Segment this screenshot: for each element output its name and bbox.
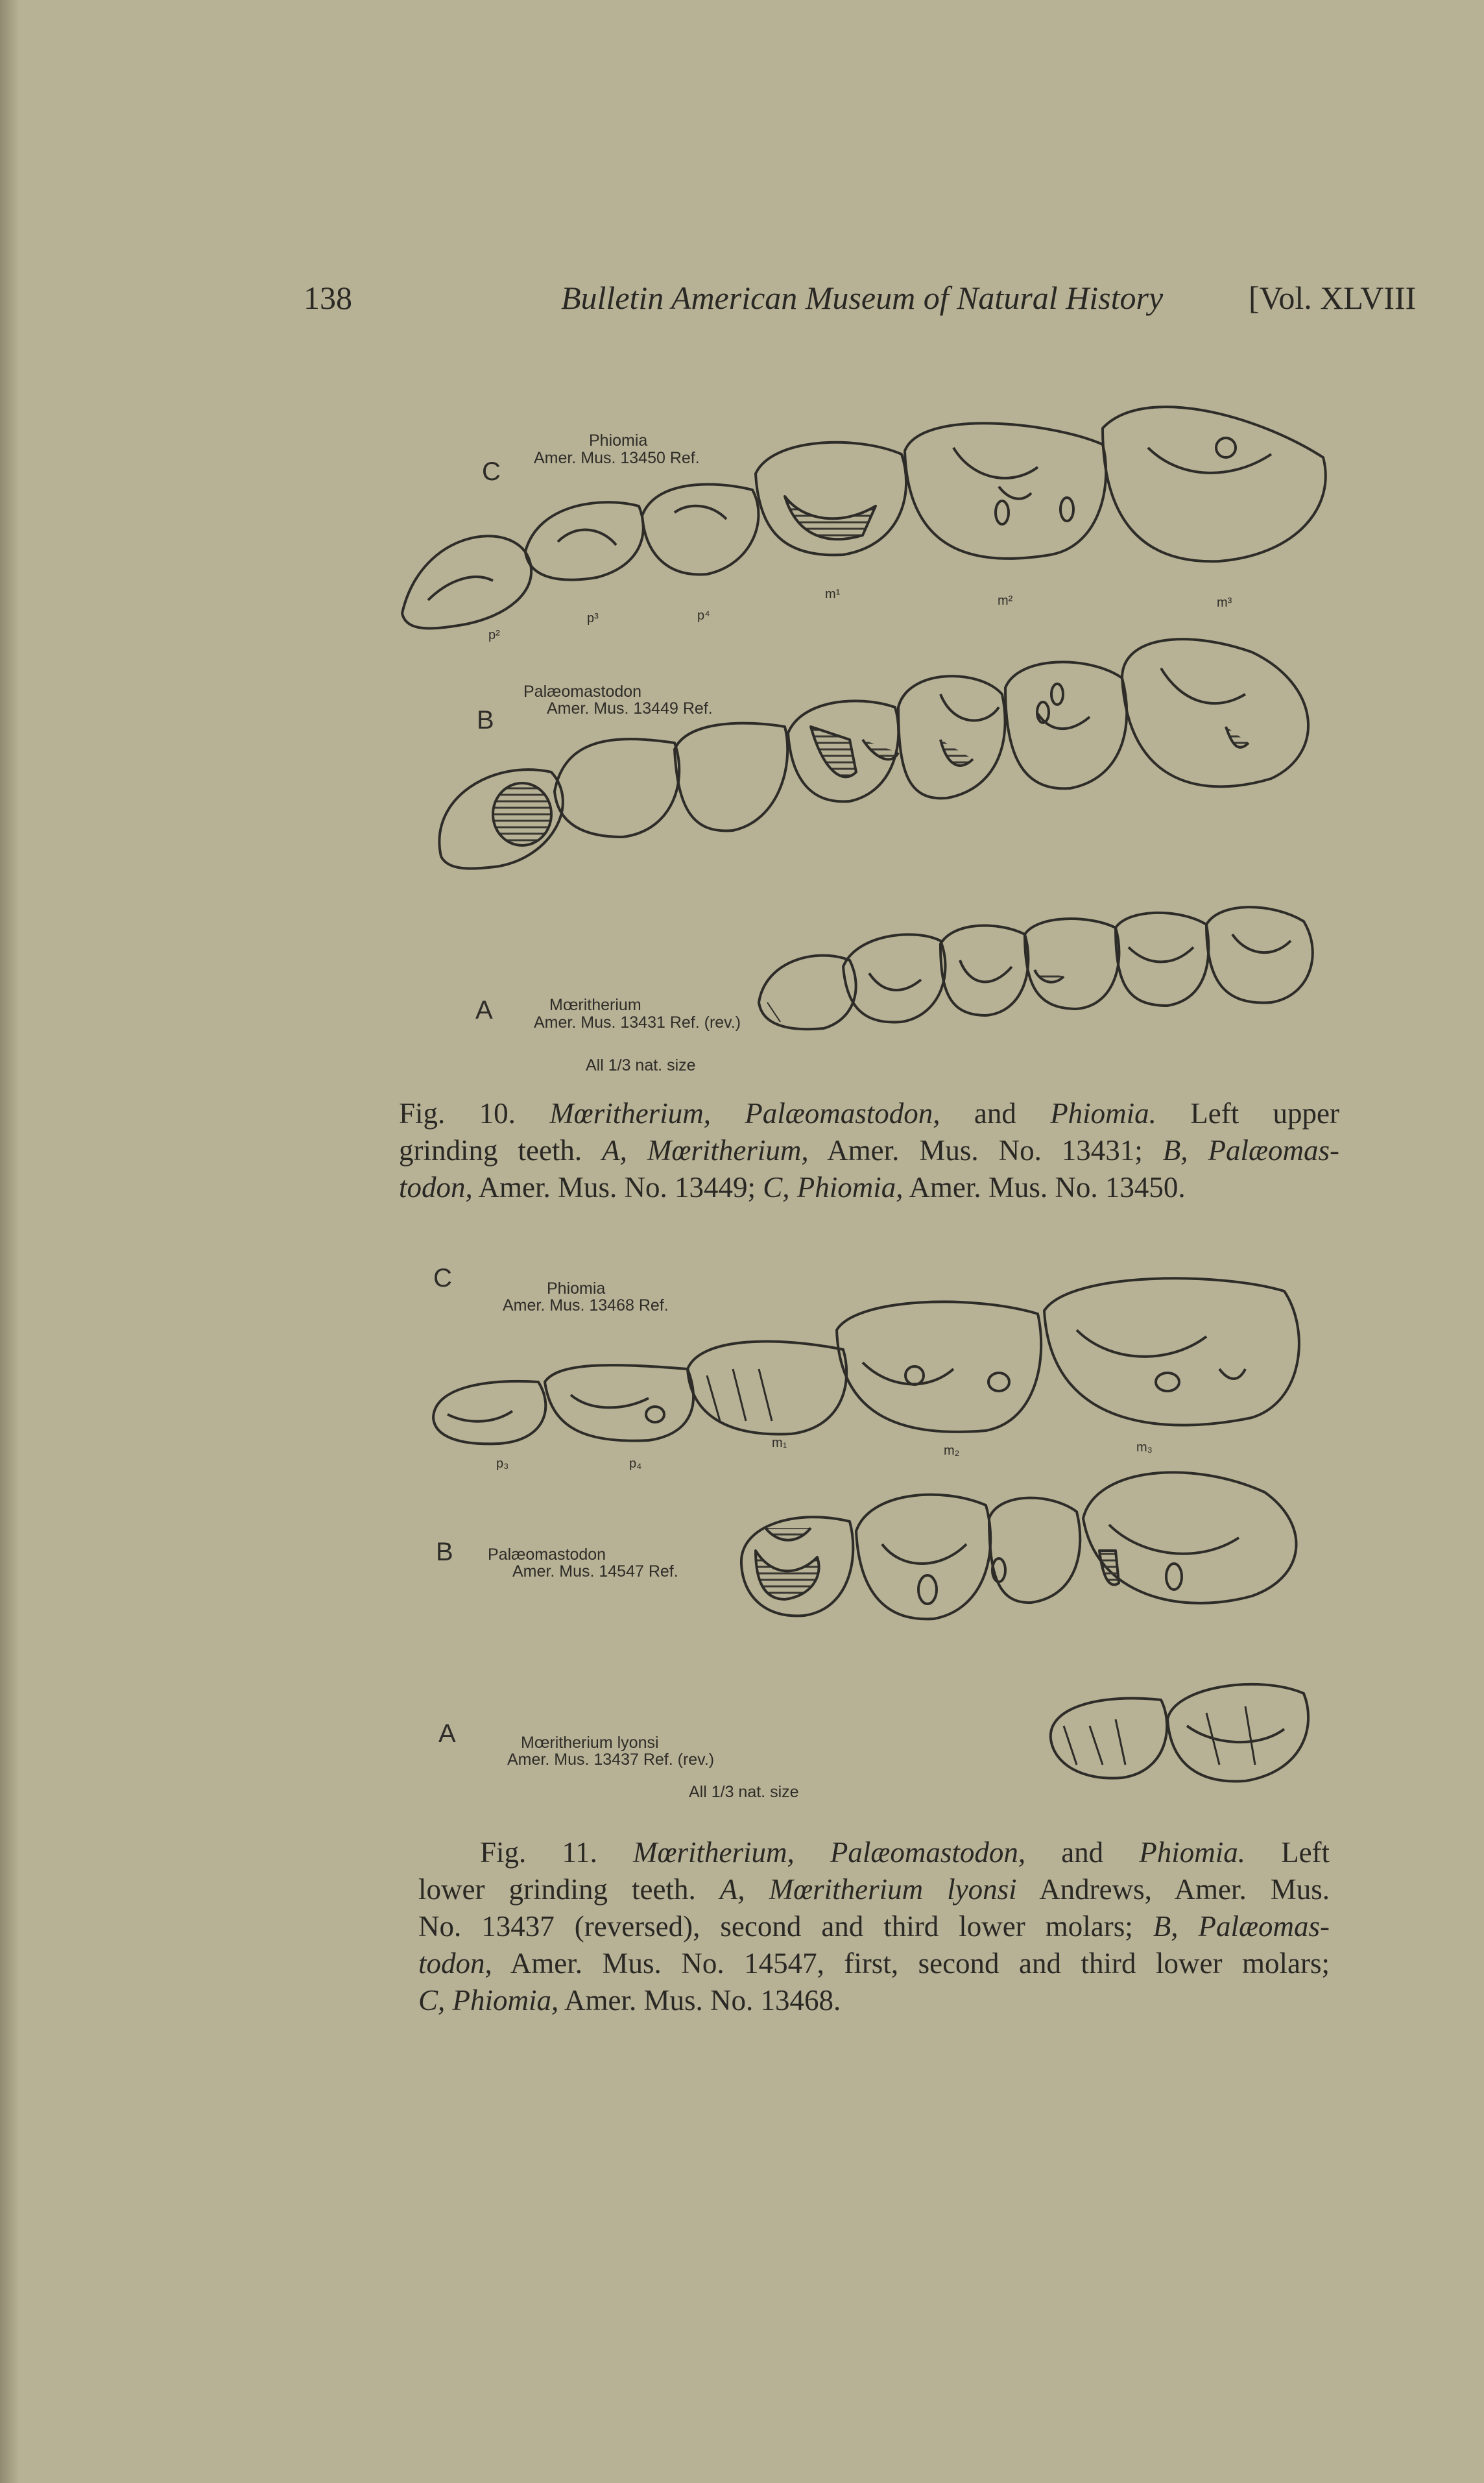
fig11-caption-line-2: lower grinding teeth. A, Mœritherium lyonsi Andrews, Amer. Mus.	[418, 1873, 1330, 1906]
running-header	[0, 279, 1484, 324]
fig11-tooth-m3: m₃	[1136, 1440, 1153, 1455]
fig11-caption-line-5: C, Phiomia, Amer. Mus. No. 13468.	[418, 1984, 841, 2017]
fig10-c-name: Phiomia	[589, 431, 648, 450]
fig10-tooth-m1: m¹	[825, 587, 841, 601]
fig11-caption-line-4: todon, Amer. Mus. No. 14547, first, second and third lower molars;	[418, 1947, 1330, 1980]
figure-11	[0, 1264, 1484, 1823]
fig11-scale-note: All 1/3 nat. size	[689, 1783, 799, 1801]
fig11-label-a: A	[438, 1719, 456, 1748]
fig10-row-b-teeth	[439, 639, 1308, 869]
fig10-label-c: C	[482, 457, 501, 486]
fig10-b-name: Palæomastodon	[523, 683, 642, 701]
fig10-caption-line-3: todon, Amer. Mus. No. 13449; C, Phiomia, Amer. Mus. No. 13450.	[399, 1171, 1186, 1204]
fig10-row-c-teeth	[402, 407, 1326, 628]
fig10-caption-line-1: Fig. 10. Mœritherium, Palæomastodon, and Phiomia. Left upper	[399, 1097, 1339, 1130]
fig11-tooth-p4: p₄	[629, 1457, 642, 1471]
fig11-c-name: Phiomia	[547, 1279, 606, 1298]
fig10-row-a-teeth	[759, 907, 1313, 1029]
page-edge	[0, 0, 19, 2483]
figure-10-caption	[399, 1095, 1339, 1206]
fig10-c-ref: Amer. Mus. 13450 Ref.	[534, 449, 700, 467]
fig11-a-name: Mœritherium lyonsi	[521, 1734, 659, 1752]
volume-label: [Vol. XLVIII	[1249, 280, 1417, 316]
figure-11-drawing	[0, 1272, 1484, 1823]
fig10-a-ref: Amer. Mus. 13431 Ref. (rev.)	[534, 1013, 741, 1032]
fig11-tooth-m2: m₂	[944, 1444, 960, 1458]
fig11-b-ref: Amer. Mus. 14547 Ref.	[512, 1562, 678, 1581]
fig11-c-ref: Amer. Mus. 13468 Ref.	[503, 1296, 669, 1314]
fig11-label-c: C	[433, 1264, 452, 1292]
fig11-tooth-m1: m₁	[772, 1436, 787, 1450]
figure-10-drawing	[0, 389, 1484, 1090]
fig10-caption-line-2: grinding teeth. A, Mœritherium, Amer. Mus. No. 13431; B, Palæomas-	[399, 1134, 1339, 1167]
figure-10	[0, 389, 1484, 1090]
figure-11-caption	[418, 1834, 1330, 2019]
fig10-a-name: Mœritherium	[549, 996, 641, 1014]
fig11-row-a-teeth	[1051, 1684, 1308, 1782]
fig11-label-b: B	[436, 1538, 453, 1566]
fig11-caption-line-3: No. 13437 (reversed), second and third lower molars; B, Palæomas-	[418, 1910, 1330, 1943]
fig11-tooth-p3: p₃	[496, 1457, 509, 1471]
fig10-tooth-m3: m³	[1217, 596, 1232, 610]
fig10-b-ref: Amer. Mus. 13449 Ref.	[547, 699, 713, 718]
fig11-b-name: Palæomastodon	[488, 1545, 606, 1564]
journal-title: Bulletin American Museum of Natural History	[561, 280, 1164, 316]
fig10-tooth-p2: p²	[488, 628, 500, 642]
fig10-tooth-p4: p⁴	[697, 609, 710, 623]
fig11-a-ref: Amer. Mus. 13437 Ref. (rev.)	[507, 1750, 715, 1769]
fig11-caption-line-1: Fig. 11. Mœritherium, Palæomastodon, and Phiomia. Left	[480, 1836, 1330, 1869]
fig10-tooth-m2: m²	[998, 594, 1013, 608]
fig10-label-a: A	[475, 996, 493, 1024]
fig10-scale-note: All 1/3 nat. size	[586, 1056, 696, 1074]
fig10-label-b: B	[477, 706, 494, 734]
fig10-tooth-p3: p³	[587, 611, 599, 625]
page-number: 138	[304, 280, 352, 316]
fig11-row-b-teeth	[741, 1472, 1297, 1619]
